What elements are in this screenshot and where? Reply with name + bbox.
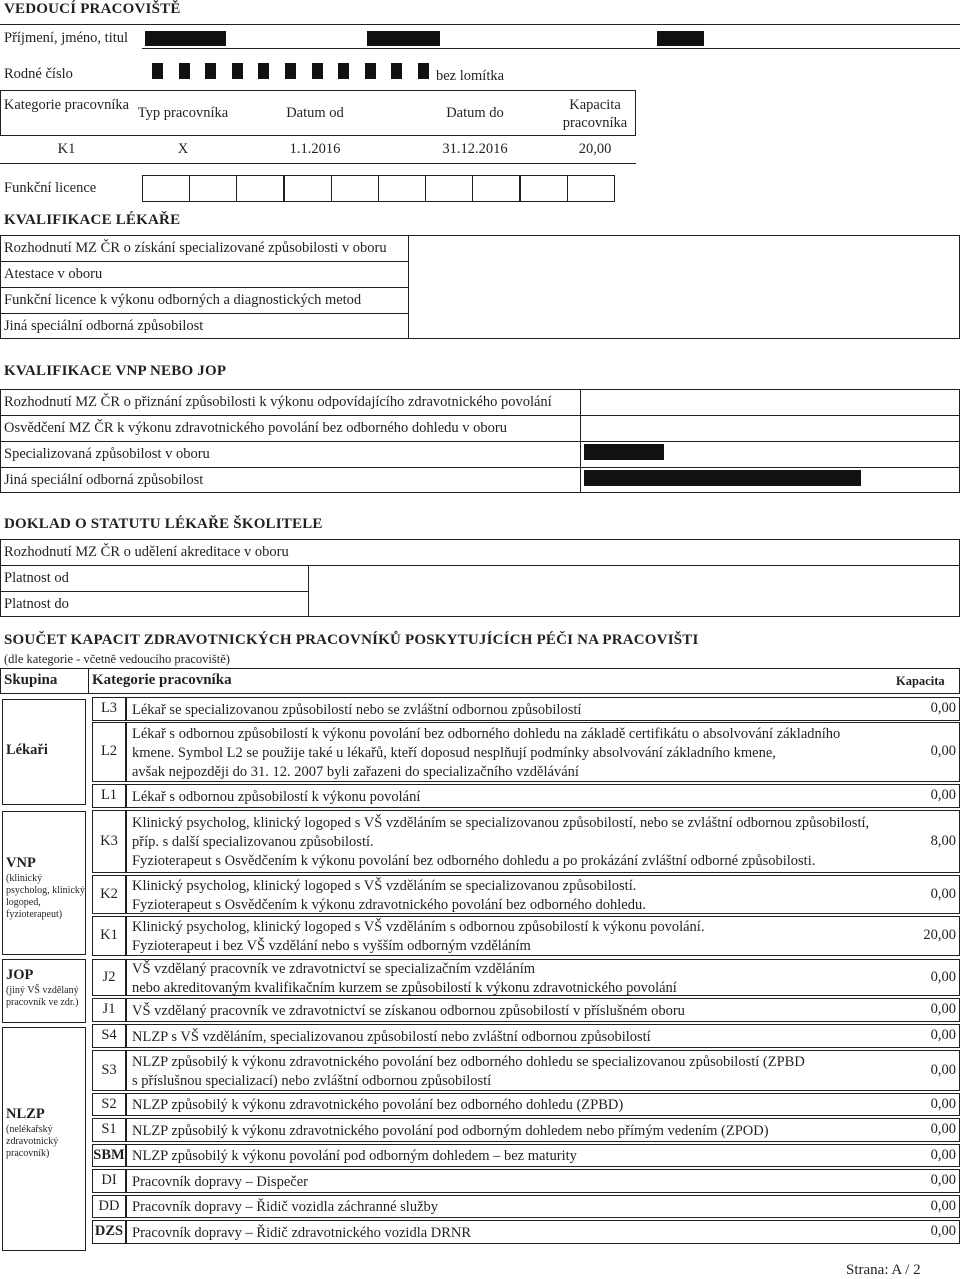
doc-qual-row-1: Rozhodnutí MZ ČR o získání specializované způsobilosti v oboru	[4, 240, 387, 256]
redacted-birth-digit	[232, 63, 243, 79]
row-date-from: 1.1.2016	[289, 141, 341, 157]
redacted-other-qualification	[584, 470, 861, 486]
row-description: Klinický psycholog, klinický logoped s VŠ vzděláním se specializovanou způsobilostí. Fyzioterapeut s Osvědčením k výkonu zdravotnického povolání bez odborného dohledu.	[132, 877, 646, 913]
row-description: Pracovník dopravy – Dispečer	[132, 1173, 308, 1190]
license-box[interactable]	[520, 175, 568, 202]
section-subtitle: (dle kategorie - včetně vedoucího pracoviště)	[4, 652, 230, 666]
license-label: Funkční licence	[4, 180, 97, 196]
row-code: S3	[101, 1061, 117, 1078]
row-code: L2	[100, 743, 118, 759]
row-code: SBM	[93, 1146, 125, 1163]
row-description: NLZP způsobilý k výkonu povolání pod odborným dohledem – bez maturity	[132, 1148, 577, 1164]
redacted-surname	[145, 31, 226, 46]
row-code: S2	[101, 1095, 117, 1112]
col-capacity: Kapacita pracovníka	[562, 97, 628, 131]
row-code: S4	[101, 1027, 117, 1043]
row-code: DZS	[94, 1223, 124, 1239]
row-category: K1	[57, 141, 76, 157]
birth-number-label: Rodné číslo	[4, 66, 73, 82]
group-vnp-note: (klinický psycholog, klinický logoped, fyzioterapeut)	[6, 873, 85, 920]
row-capacity-value: 0,00	[930, 1027, 956, 1043]
group-lekari-label: Lékaři	[6, 742, 48, 758]
row-description: NLZP způsobilý k výkonu zdravotnického povolání pod odborným dohledem nebo přímým vedením (ZPOD)	[132, 1122, 769, 1139]
group-nlzp-note: (nelékařský zdravotnický pracovník)	[6, 1124, 59, 1159]
group-jop-label: JOP	[6, 967, 34, 983]
trainer-row-3: Platnost do	[4, 596, 69, 612]
license-box[interactable]	[425, 175, 473, 202]
row-capacity-value: 0,00	[930, 1146, 956, 1163]
redacted-birth-digit	[391, 63, 402, 79]
col-type: Typ pracovníka	[137, 105, 229, 121]
row-capacity-value: 0,00	[930, 743, 956, 759]
row-code: K1	[100, 927, 118, 943]
row-capacity-value: 0,00	[930, 1095, 956, 1112]
license-box[interactable]	[567, 175, 615, 202]
row-capacity-value: 0,00	[930, 700, 956, 716]
col-category: Kategorie pracovníka	[3, 97, 130, 113]
section-title-kvalifikace-vnp: KVALIFIKACE VNP NEBO JOP	[4, 363, 227, 379]
birth-suffix-label: bez lomítka	[436, 68, 505, 84]
redacted-birth-digit	[152, 63, 163, 79]
row-description: NLZP způsobilý k výkonu zdravotnického povolání bez odborného dohledu (ZPBD)	[132, 1097, 624, 1113]
row-capacity-value: 0,00	[930, 1197, 956, 1214]
row-type: X	[177, 141, 189, 157]
row-code: J2	[102, 968, 116, 985]
page-number: Strana: A / 2	[846, 1262, 921, 1278]
row-capacity-value: 0,00	[930, 1223, 956, 1239]
header-category: Kategorie pracovníka	[92, 672, 232, 688]
vnp-qual-row-1: Rozhodnutí MZ ČR o přiznání způsobilosti k výkonu odpovídajícího zdravotnického povolání	[4, 394, 552, 410]
license-box[interactable]	[331, 175, 379, 202]
row-date-to: 31.12.2016	[442, 141, 508, 157]
license-box[interactable]	[472, 175, 520, 202]
row-description: Lékař s odbornou způsobilostí k výkonu povolání	[132, 788, 421, 805]
section-title-skolitel: DOKLAD O STATUTU LÉKAŘE ŠKOLITELE	[4, 516, 323, 532]
redacted-birth-digit	[285, 63, 296, 79]
row-capacity-value: 0,00	[930, 1061, 956, 1078]
section-title-vedouci: VEDOUCÍ PRACOVIŠTĚ	[4, 1, 181, 17]
header-capacity: Kapacita	[896, 674, 945, 688]
row-capacity-value: 0,00	[930, 1172, 956, 1188]
redacted-title	[657, 31, 704, 46]
redacted-specialization	[584, 444, 664, 460]
trainer-row-1: Rozhodnutí MZ ČR o udělení akreditace v oboru	[4, 544, 289, 560]
redacted-birth-digit	[338, 63, 349, 79]
vnp-qual-row-4: Jiná speciální odborná způsobilost	[4, 472, 204, 488]
row-capacity-value: 0,00	[930, 968, 956, 985]
row-description: NLZP způsobilý k výkonu zdravotnického povolání bez odborného dohledu se specializovanou způsobilostí (ZPBD s příslušnou specializací) nebo zvláštní odbornou způsobilostí	[132, 1053, 805, 1089]
row-description: Lékař se specializovanou způsobilostí nebo se zvláštní odbornou způsobilostí	[132, 701, 582, 718]
doc-qual-row-2: Atestace v oboru	[4, 266, 103, 282]
row-description: Lékař s odbornou způsobilostí k výkonu povolání bez odborného dohledu na základě certifikátu o absolvování základního kmene. Symbol L2 se použije také u lékařů, kteří doposud nesplňují podmínky absolvování základního kmene, avšak nejpozději do 31. 12. 2007 byli zařazeni do specializačního vzdělávání	[132, 725, 841, 780]
row-code: DD	[98, 1197, 120, 1214]
section-title-soucet: SOUČET KAPACIT ZDRAVOTNICKÝCH PRACOVNÍKŮ POSKYTUJÍCÍCH PÉČI NA PRACOVIŠTI	[4, 632, 699, 648]
redacted-birth-digit	[365, 63, 376, 79]
row-description: Klinický psycholog, klinický logoped s VŠ vzděláním se specializovanou způsobilostí, nebo se zvláštní odbornou způsobilostí, příp. s další specializovanou způsobilostí. Fyzioterapeut s Osvědčením k výkonu povolání bez odborného dohledu a po prokázání zvláštní odborné způsobilosti.	[132, 815, 870, 869]
trainer-row-2: Platnost od	[4, 570, 69, 586]
row-code: L3	[100, 700, 118, 716]
row-description: Pracovník dopravy – Řidič zdravotnického vozidla DRNR	[132, 1224, 472, 1241]
license-box[interactable]	[378, 175, 426, 202]
row-description: VŠ vzdělaný pracovník ve zdravotnictví se získanou odbornou způsobilostí v příslušném oboru	[132, 1002, 685, 1019]
redacted-birth-digit	[312, 63, 323, 79]
doc-qual-row-4: Jiná speciální odborná způsobilost	[4, 318, 204, 334]
row-capacity-value: 8,00	[930, 832, 956, 849]
col-date-from: Datum od	[286, 105, 344, 121]
vnp-qual-row-3: Specializovaná způsobilost v oboru	[4, 446, 210, 462]
redacted-birth-digit	[258, 63, 269, 79]
row-capacity-value: 0,00	[930, 1001, 956, 1017]
license-box[interactable]	[189, 175, 237, 202]
row-code: K3	[100, 832, 118, 849]
redacted-birth-digit	[179, 63, 190, 79]
col-date-to: Datum do	[446, 105, 504, 121]
row-code: DI	[101, 1172, 117, 1188]
redacted-birth-digit	[205, 63, 216, 79]
row-description: Pracovník dopravy – Řidič vozidla záchranné služby	[132, 1199, 439, 1215]
row-capacity-value: 20,00	[923, 927, 956, 943]
group-jop-note: (jiný VŠ vzdělaný pracovník ve zdr.)	[6, 985, 79, 1008]
redacted-birth-digit	[418, 63, 429, 79]
redacted-firstname	[367, 31, 440, 46]
row-code: L1	[100, 787, 118, 803]
row-description: VŠ vzdělaný pracovník ve zdravotnictví se specializačním vzděláním nebo akreditovaným kvalifikačním kurzem se způsobilostí k výkonu zdravotnického povolání	[132, 960, 677, 996]
group-nlzp-label: NLZP	[6, 1106, 45, 1122]
name-label: Příjmení, jméno, titul	[4, 30, 129, 46]
row-description: Klinický psycholog, klinický logoped s VŠ vzděláním s odbornou způsobilostí k výkonu povolání. Fyzioterapeut i bez VŠ vzdělání nebo s vyšším odborným vzděláním	[132, 919, 705, 954]
row-capacity-value: 0,00	[930, 1121, 956, 1137]
row-capacity-value: 0,00	[930, 885, 956, 902]
doc-qual-row-3: Funkční licence k výkonu odborných a diagnostických metod	[4, 292, 362, 308]
group-vnp-label: VNP	[6, 855, 36, 871]
row-code: K2	[100, 885, 118, 902]
license-box[interactable]	[142, 175, 190, 202]
row-code: J1	[102, 1001, 116, 1017]
vnp-qual-row-2: Osvědčení MZ ČR k výkonu zdravotnického povolání bez odborného dohledu v oboru	[4, 420, 507, 436]
section-title-kvalifikace-lekare: KVALIFIKACE LÉKAŘE	[4, 212, 181, 228]
header-group: Skupina	[4, 672, 58, 688]
license-box[interactable]	[284, 175, 332, 202]
row-code: S1	[101, 1121, 117, 1137]
license-box[interactable]	[236, 175, 284, 202]
row-capacity-value: 0,00	[930, 787, 956, 803]
row-description: NLZP s VŠ vzděláním, specializovanou způsobilostí nebo zvláštní odbornou způsobilostí	[132, 1028, 651, 1045]
row-capacity: 20,00	[578, 141, 612, 157]
